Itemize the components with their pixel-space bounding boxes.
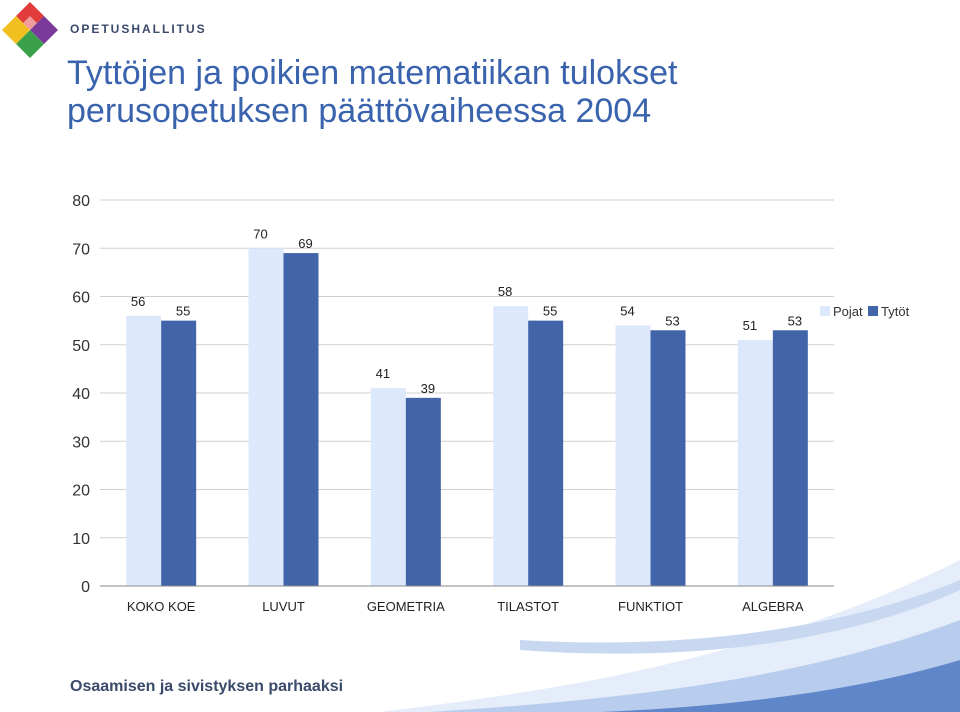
data-label: 39	[420, 380, 436, 396]
bar-tytot	[773, 330, 808, 586]
x-category-label: ALGEBRA	[742, 599, 804, 614]
x-category-label: FUNKTIOT	[618, 599, 683, 614]
data-label: 54	[620, 303, 635, 319]
legend-swatch-pojat	[820, 306, 830, 316]
bar-pojat	[738, 340, 773, 586]
legend-label-pojat: Pojat	[833, 304, 863, 319]
y-tick-label: 10	[72, 530, 90, 548]
y-tick-label: 70	[72, 241, 90, 259]
y-tick-label: 60	[72, 289, 90, 307]
legend-label-tytot: Tytöt	[881, 304, 910, 319]
y-tick-label: 20	[72, 482, 90, 500]
data-label: 58	[497, 284, 513, 300]
data-label: 69	[298, 236, 313, 252]
x-category-label: GEOMETRIA	[366, 599, 445, 614]
data-label: 56	[130, 293, 146, 309]
y-tick-label: 40	[72, 386, 90, 403]
y-tick-label: 0	[81, 579, 90, 596]
bar-pojat	[616, 325, 651, 586]
bar-pojat	[371, 388, 406, 586]
bar-tytot	[406, 398, 441, 586]
bar-tytot	[528, 321, 563, 586]
y-tick-label: 50	[72, 337, 90, 355]
bar-tytot	[651, 330, 686, 586]
title-line-1: Tyttöjen ja poikien matematiikan tulokset	[67, 54, 678, 92]
data-label: 70	[253, 226, 268, 242]
data-label: 41	[375, 366, 391, 382]
data-label: 55	[175, 303, 191, 319]
y-tick-label: 30	[72, 434, 90, 452]
y-tick-label: 80	[72, 193, 90, 210]
data-label: 55	[542, 303, 558, 319]
x-category-label: KOKO KOE	[126, 599, 196, 614]
data-label: 53	[787, 313, 803, 329]
x-category-label: TILASTOT	[497, 599, 560, 614]
bar-tytot	[161, 321, 196, 586]
x-category-label: LUVUT	[262, 599, 305, 614]
data-label: 53	[665, 313, 680, 329]
bar-tytot	[284, 253, 319, 586]
bar-pojat	[126, 316, 161, 586]
brand-name: OPETUSHALLITUS	[70, 22, 207, 36]
footer-slogan: Osaamisen ja sivistyksen parhaaksi	[70, 678, 344, 695]
bar-pojat	[493, 306, 528, 586]
title-line-2: perusopetuksen päättövaiheessa 2004	[67, 92, 652, 130]
legend-swatch-tytot	[868, 306, 878, 316]
data-label: 51	[742, 317, 758, 333]
bar-pojat	[249, 248, 284, 586]
legend	[820, 304, 910, 319]
